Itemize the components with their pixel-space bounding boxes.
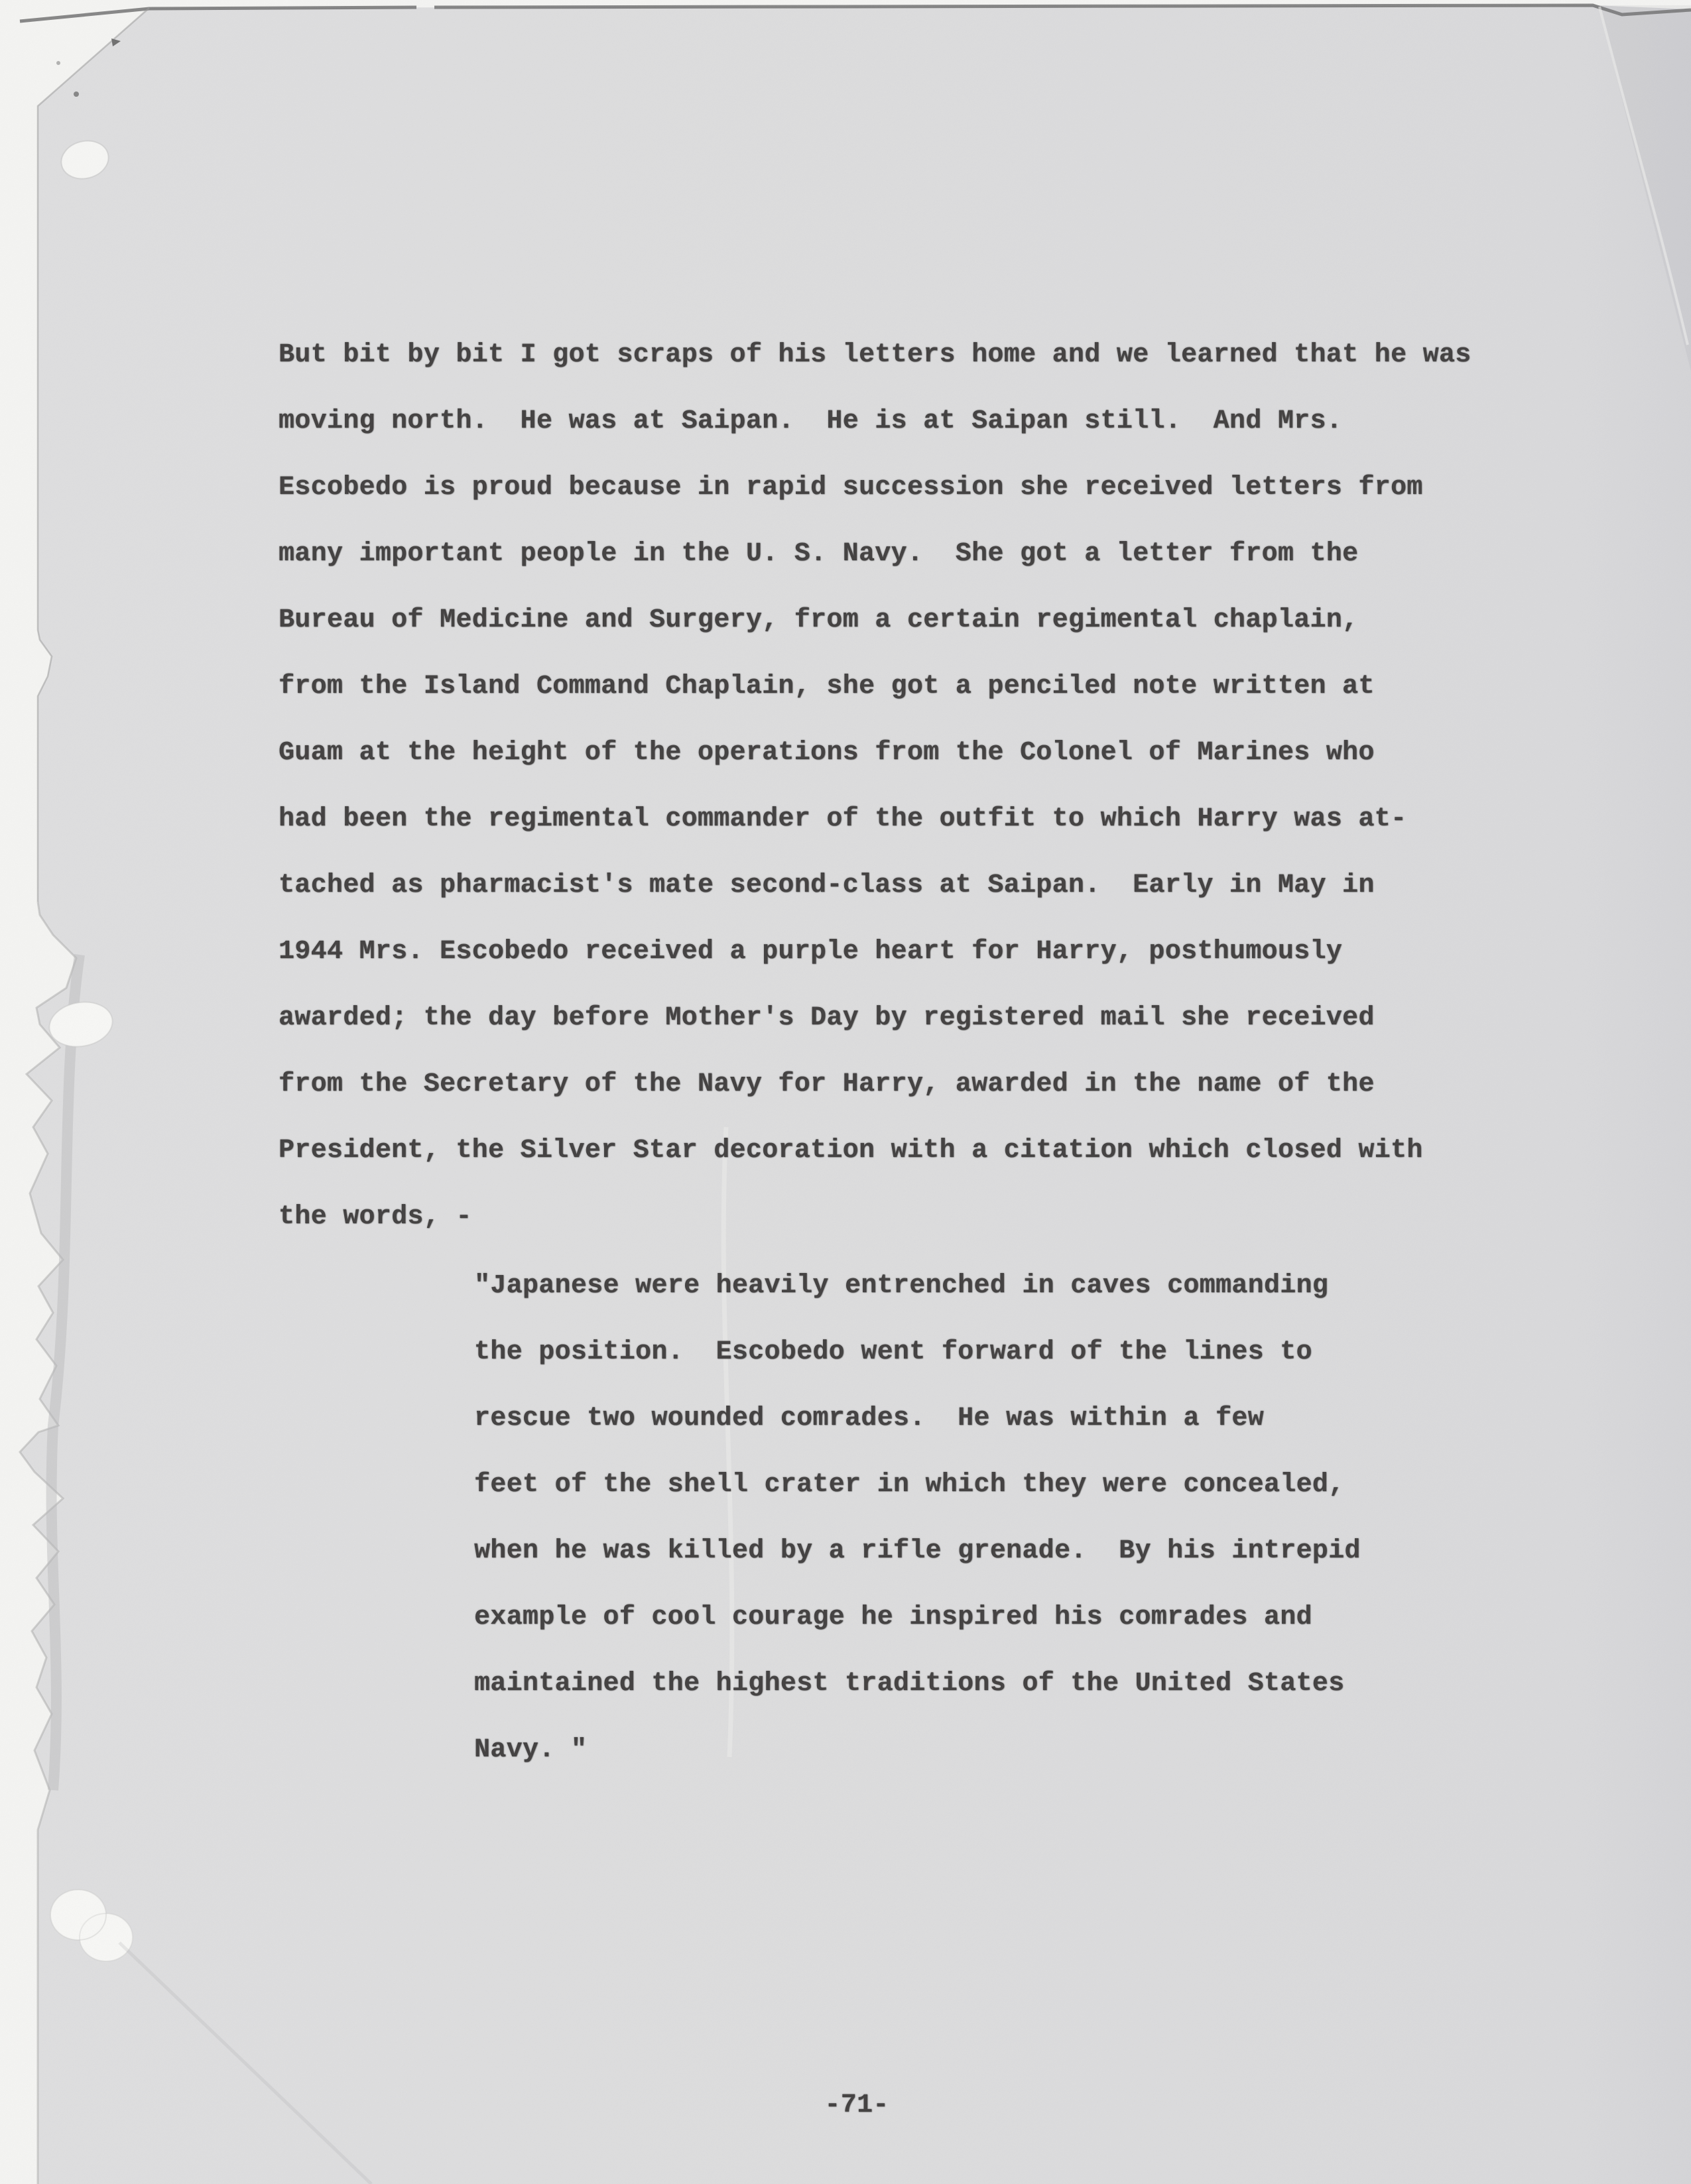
text-line: many important people in the U. S. Navy. She got a letter from the (279, 539, 1359, 569)
text-line: "Japanese were heavily entrenched in caves commanding (474, 1271, 1329, 1301)
text-line: Bureau of Medicine and Surgery, from a certain regimental chaplain, (279, 605, 1359, 635)
text-line: Navy. " (474, 1735, 588, 1765)
citation-blockquote (474, 1253, 1472, 1784)
text-line: the words, - (279, 1202, 472, 1232)
page-number: -71- (824, 2091, 889, 2120)
text-line: from the Island Command Chaplain, she got a penciled note written at (279, 672, 1375, 701)
text-line: President, the Silver Star decoration with a citation which closed with (279, 1136, 1423, 1166)
text-line: maintained the highest traditions of the United States (474, 1669, 1345, 1699)
text-line: awarded; the day before Mother's Day by registered mail she received (279, 1003, 1375, 1033)
text-line: feet of the shell crater in which they were concealed, (474, 1470, 1345, 1500)
text-line: from the Secretary of the Navy for Harry, awarded in the name of the (279, 1069, 1375, 1099)
paragraph (279, 322, 1472, 1250)
text-line: tached as pharmacist's mate second-class at Saipan. Early in May in (279, 871, 1375, 900)
text-line: Guam at the height of the operations from the Colonel of Marines who (279, 738, 1375, 768)
text-line: example of cool courage he inspired his comrades and (474, 1603, 1312, 1632)
text-line: when he was killed by a rifle grenade. By his intrepid (474, 1536, 1361, 1566)
text-line: But bit by bit I got scraps of his letters home and we learned that he was (279, 340, 1472, 370)
text-line: rescue two wounded comrades. He was within a few (474, 1404, 1264, 1433)
text-line: had been the regimental commander of the outfit to which Harry was at- (279, 804, 1407, 834)
typed-text (279, 322, 1472, 1784)
text-line: Escobedo is proud because in rapid succession she received letters from (279, 473, 1423, 503)
text-line: the position. Escobedo went forward of the lines to (474, 1337, 1312, 1367)
text-line: 1944 Mrs. Escobedo received a purple heart for Harry, posthumously (279, 937, 1343, 967)
text-line: moving north. He was at Saipan. He is at Saipan still. And Mrs. (279, 406, 1343, 436)
